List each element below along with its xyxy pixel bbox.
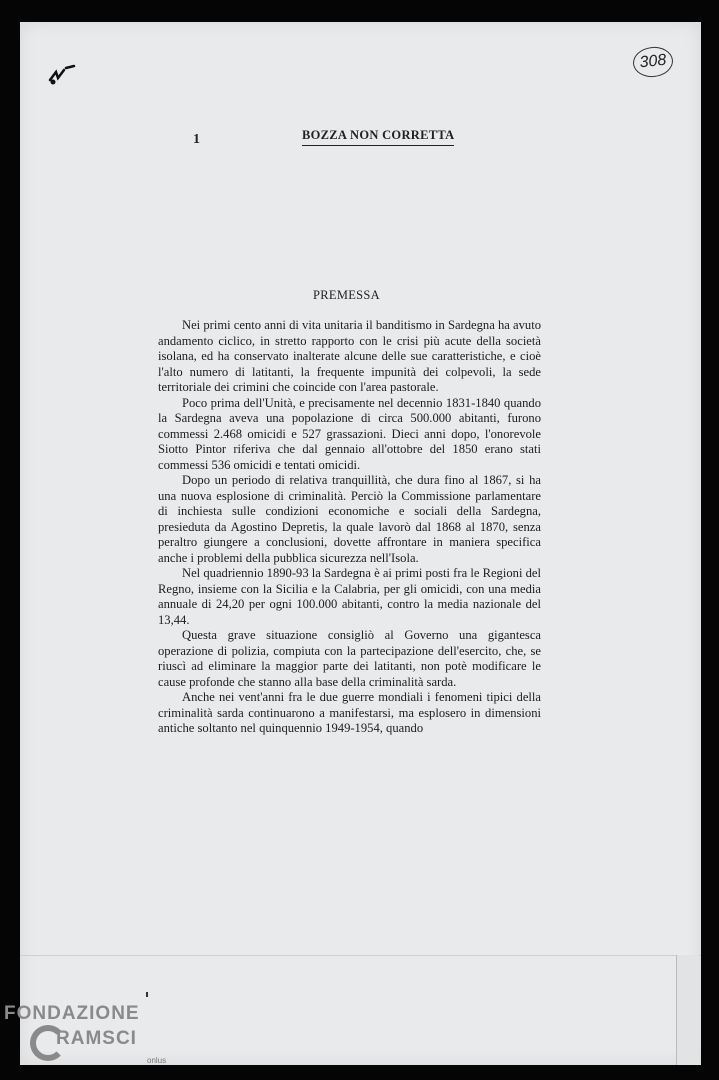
fondazione-gramsci-watermark [4, 1003, 184, 1077]
paragraph: Nei primi cento anni di vita unitaria il banditismo in Sardegna ha avuto andamento ciclico, in stretto rapporto con le crisi più acute della società isolana, ed ha conservato inalterate alcune delle sue caratteristiche, e cioè l'alto numero di latitanti, la frequente impunità dei colpevoli, la sede territoriale dei crimini che coincide con l'area pastorale. [158, 318, 541, 394]
page-fold-line [20, 955, 701, 956]
paragraph: Anche nei vent'anni fra le due guerre mondiali i fenomeni tipici della criminalità sarda continuarono a manifestarsi, ma esplosero in dimensioni antiche soltanto nel quinquennio 1949-1954, quando [158, 690, 541, 735]
paragraph: Nel quadriennio 1890-93 la Sardegna è ai primi posti fra le Regioni del Regno, insieme con la Sicilia e la Calabria, per gli omicidi, con una media annuale di 24,20 per ogni 100.000 abitanti, contro la media nazionale del 13,44. [158, 566, 541, 627]
body-text [158, 318, 541, 737]
draft-label: BOZZA NON CORRETTA [302, 128, 454, 146]
paragraph: Questa grave situazione consigliò al Governo una gigantesca operazione di polizia, compiuta con la partecipazione dell'esercito, che, se riuscì ad eliminare la maggior parte dei latitanti, non potè modificare le cause profonde che stanno alla base della criminalità sarda. [158, 628, 541, 689]
scan-mark [146, 992, 148, 997]
watermark-line2: RAMSCI [56, 1028, 137, 1049]
watermark-small: onlus [147, 1056, 167, 1065]
section-number: 1 [193, 132, 200, 147]
paragraph: Dopo un periodo di relativa tranquillità, che dura fino al 1867, si ha una nuova esplosione di criminalità. Perciò la Commissione parlamentare di inchiesta sulle condizioni economiche e sociali della Sardegna, presieduta da Agostino Depretis, la quale lavorò dal 1868 al 1870, senza peraltro giungere a conclusioni, dovette affrontare in maniera specifica anche i problemi della pubblica sicurezza nell'Isola. [158, 473, 541, 565]
page-title: PREMESSA [313, 288, 381, 302]
archive-page-number: 308 [632, 45, 675, 79]
paragraph: Poco prima dell'Unità, e precisamente nel decennio 1831-1840 quando la Sardegna aveva una popolazione di circa 500.000 abitanti, furono commessi 2.468 omicidi e 527 grassazioni. Dieci anni dopo, l'onorevole Siotto Pintor riferiva che dal gennaio all'ottobre del 1850 erano stati commessi 536 omicidi e tentati omicidi. [158, 395, 541, 472]
ink-mark-icon [48, 64, 78, 86]
page-edge [676, 955, 699, 1065]
watermark-line1: FONDAZIONE [4, 1003, 140, 1024]
